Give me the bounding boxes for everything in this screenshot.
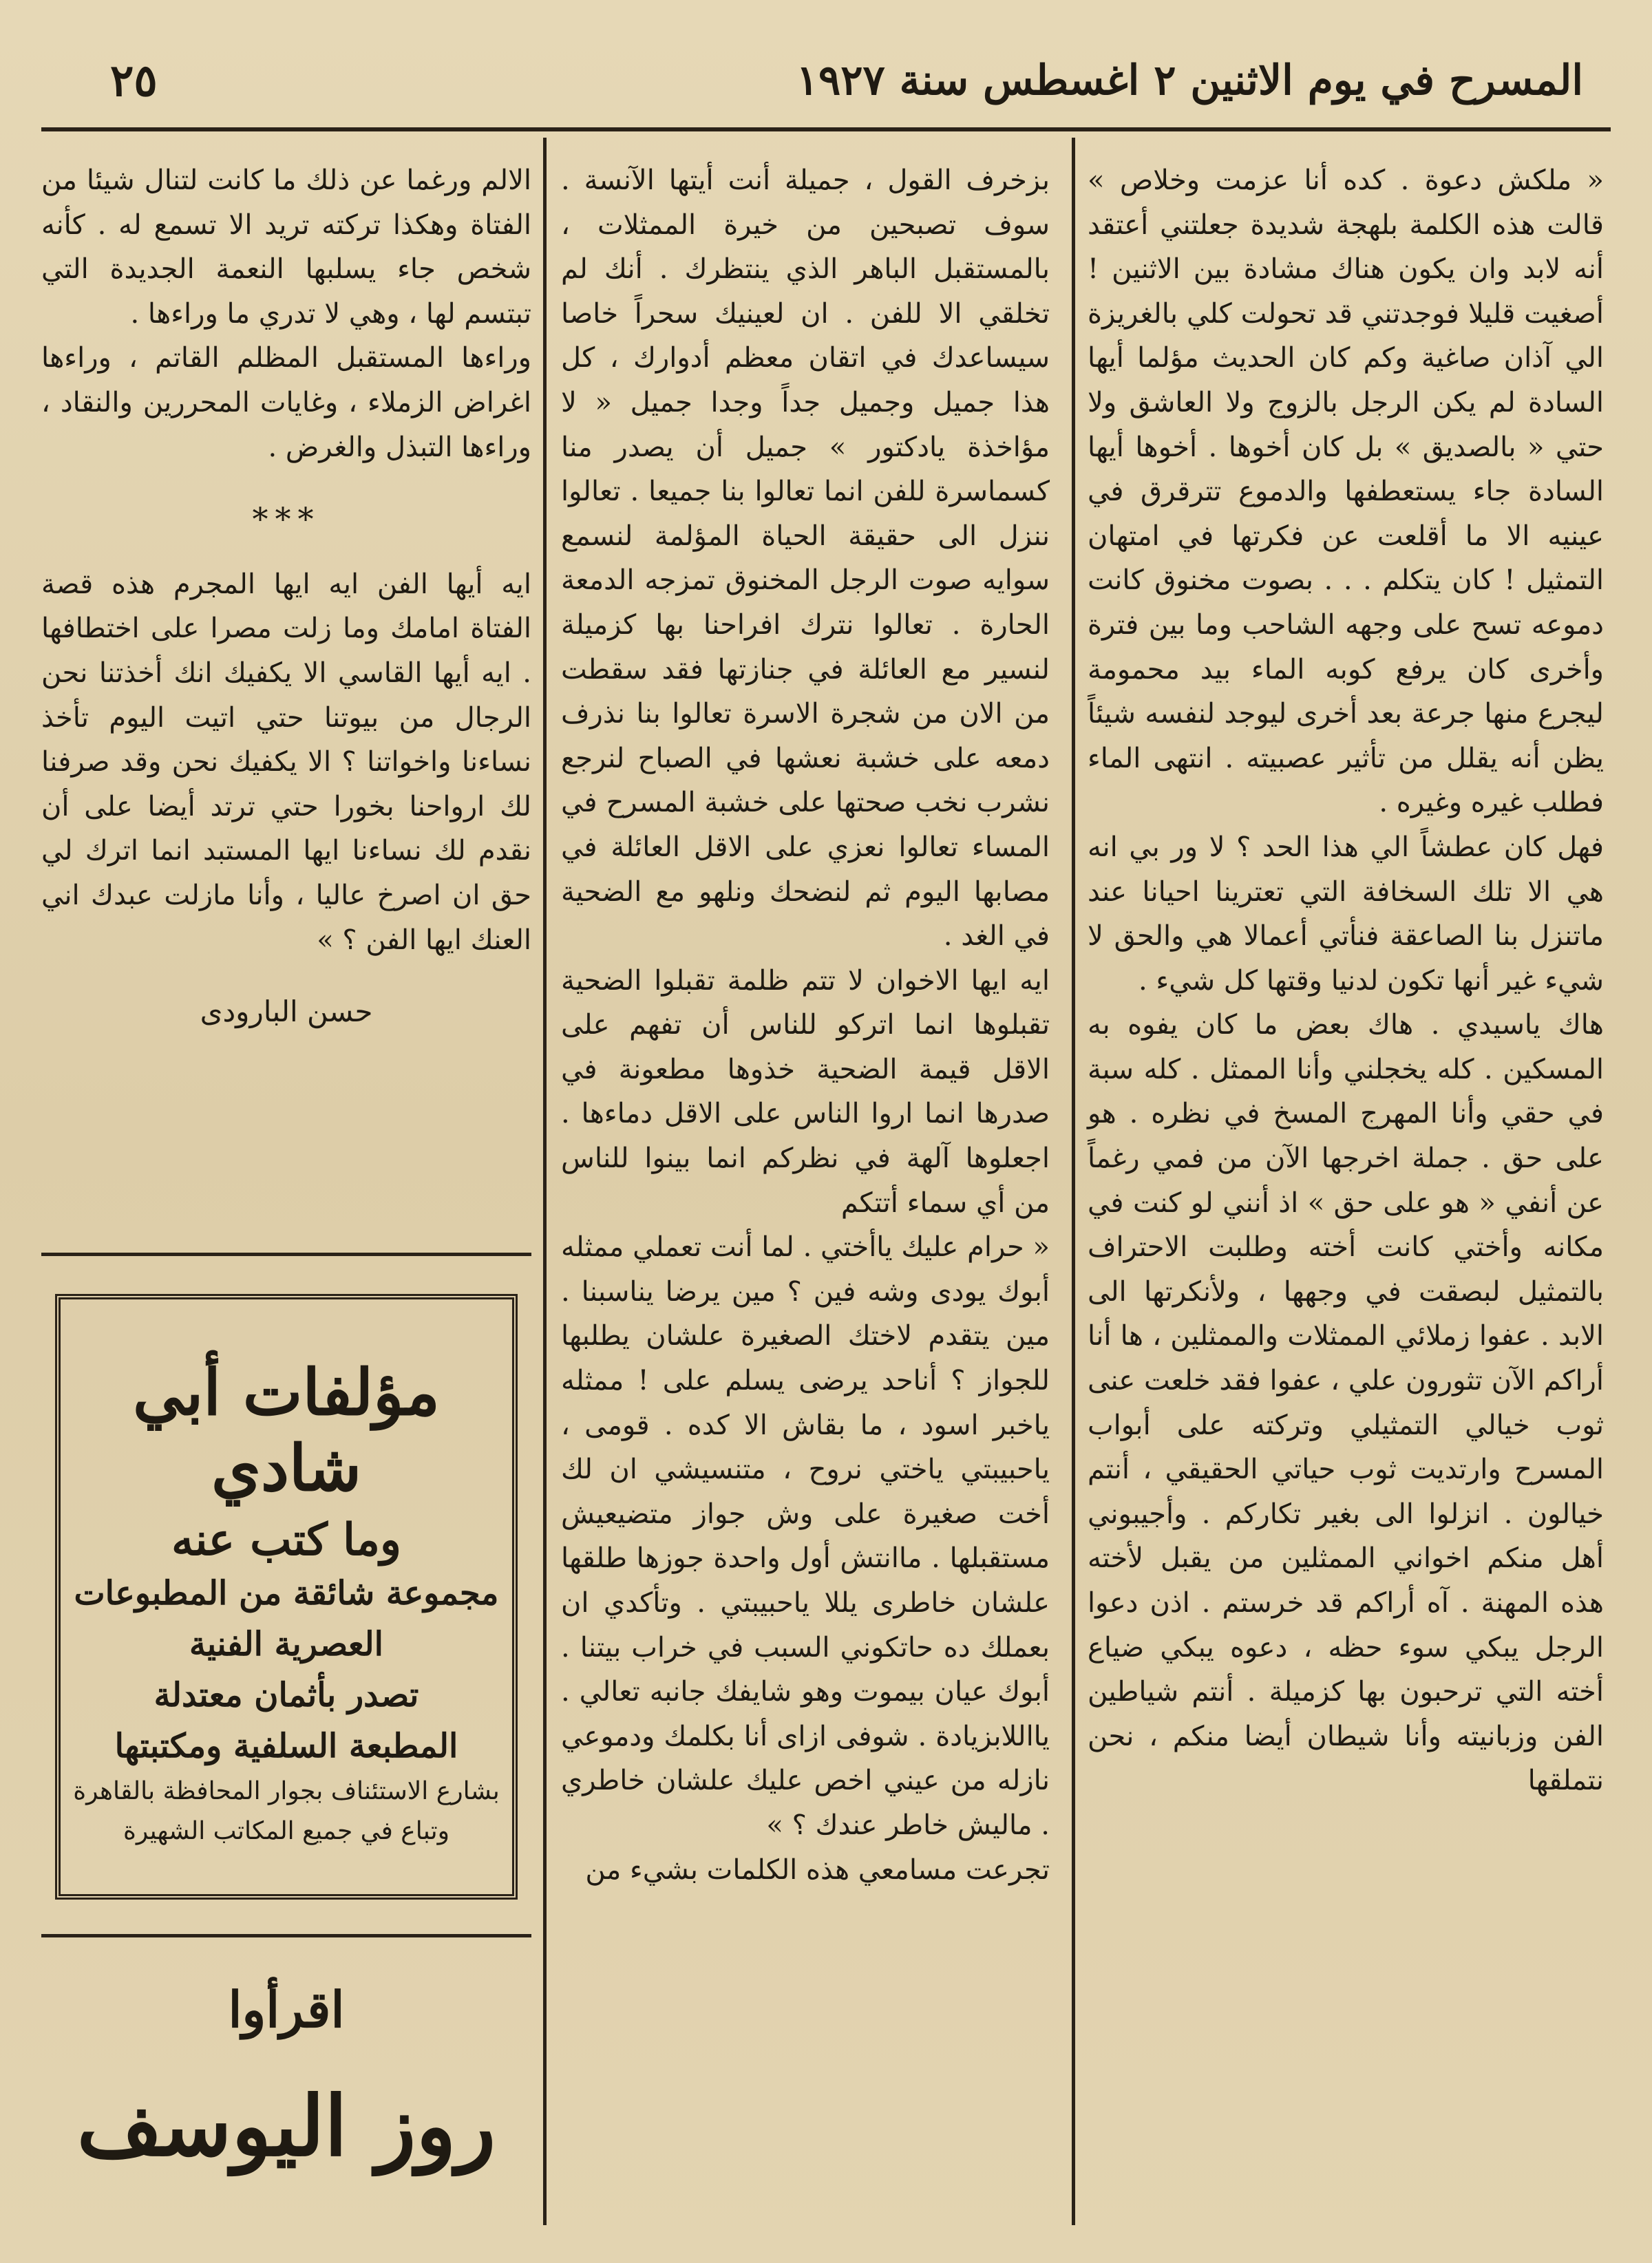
advertisement-box xyxy=(55,1294,518,1900)
column-divider-left xyxy=(543,138,547,2225)
rose-el-youssef-ad xyxy=(41,1975,531,2209)
author-signature: حسن البارودى xyxy=(200,995,373,1029)
ad-line: المطبعة السلفية ومكتبتها xyxy=(114,1727,458,1765)
ad-title: مؤلفات أبي شادي xyxy=(133,1355,440,1505)
article-column-middle xyxy=(561,158,1050,1892)
paragraph: وراءها المستقبل المظلم القاتم ، وراءها اغراض الزملاء ، وغايات المحررين والنقاد ، وراءها التبذل والغرض . xyxy=(41,342,531,463)
ad-address: بشارع الاستئناف بجوار المحافظة بالقاهرة xyxy=(73,1777,500,1805)
ad-divider-bottom xyxy=(41,1934,531,1937)
header-divider xyxy=(41,127,1611,131)
paragraph: فهل كان عطشاً الي هذا الحد ؟ لا ور بي انه هي الا تلك السخافة التي تعترينا احيانا عند ماتنزل بنا الصاعقة فنأتي أعمالا هي والحق لا شيء غير أنها تكون لدنيا وقتها كل شيء . xyxy=(1088,831,1605,997)
ad-line: مجموعة شائقة من المطبوعات العصرية الفنية xyxy=(74,1574,499,1664)
magazine-name: روز اليوسف xyxy=(76,2078,496,2175)
header-title: المسرح في يوم الاثنين ٢ اغسطس سنة ١٩٢٧ xyxy=(796,56,1583,105)
ad-subtitle: وما كتب عنه xyxy=(171,1514,401,1566)
page-header xyxy=(41,48,1611,124)
paragraph: ايه أيها الفن ايه ايها المجرم هذه قصة الفتاة امامك وما زلت مصرا على اختطافها . ايه أيها القاسي الا يكفيك انك أخذتنا نحن الرجال من بيوتنا حتي اتيت اليوم تأخذ نساءنا واخواتنا ؟ الا يكفيك نحن وقد صرفنا لك ارواحنا بخورا حتي ترتد أيضا على أن نقدم لك نساءنا ايها المستبد انما اترك لي حق ان اصرخ عاليا ، وأنا مازلت عبدك اني العنك ايها الفن ؟ » xyxy=(41,568,531,956)
ad-note: وتباع في جميع المكاتب الشهيرة xyxy=(123,1817,450,1845)
read-prompt: اقرأوا xyxy=(228,1980,345,2039)
article-column-left xyxy=(41,158,531,1034)
paragraph: الالم ورغما عن ذلك ما كانت لتنال شيئا من الفتاة وهكذا تركته تريد الا تسمع له . كأنه شخص جاء يسلبها النعمة الجديدة التي تبتسم لها ، وهي لا تدري ما وراءها . xyxy=(41,164,531,330)
paragraph: تجرعت مسامعي هذه الكلمات بشيء من xyxy=(585,1853,1050,1886)
paragraph: « حرام عليك ياأختي . لما أنت تعملي ممثله أبوك يودى وشه فين ؟ مين يرضا يناسبنا . مين يتقدم لاختك الصغيرة علشان يطلبها للجواز ؟ أناحد يرضى يسلم على ! ممثله ياخبر اسود ، ما بقاش الا كده . قومى ، ياحبيبتي ياختي نروح ، متنسيشي ان لك أخت صغيرة على وش جواز متضيعيش مستقبلها . ماانتش أول واحدة جوزها طلقها علشان خاطرى يللا ياحبيبتي . وتأكدي ان بعملك ده حاتكوني السبب في خراب بيتنا . أبوك عيان بيموت وهو شايفك جانبه تعالي . يااللابزيادة . شوفى ازاى أنا بكلمك ودموعي نازله من عيني اخص عليك علشان خاطري . ماليش خاطر عندك ؟ » xyxy=(561,1231,1050,1841)
paragraph: ايه ايها الاخوان لا تتم ظلمة تقبلوا الضحية تقبلوها انما اتركو للناس أن تفهم على الاقل قيمة الضحية خذوها مطعونة في صدرها انما اروا الناس على الاقل دماءها . اجعلوها آلهة في نظركم انما بينوا للناس من أي سماء أتتكم xyxy=(561,964,1050,1219)
ad-divider-top xyxy=(41,1253,531,1256)
section-separator: *** xyxy=(252,500,321,538)
ad-line: تصدر بأثمان معتدلة xyxy=(153,1676,419,1714)
column-divider-right xyxy=(1072,138,1075,2225)
paragraph: هاك ياسيدي . هاك بعض ما كان يفوه به المسكين . كله يخجلني وأنا الممثل . كله سبة في حقي وأنا المهرج المسخ في نظره . هو على حق . جملة اخرجها الآن من فمي رغماً عن أنفي « هو على حق » اذ أنني لو كنت في مكانه وأختي كانت أخته وطلبت الاحتراف بالتمثيل لبصقت في وجهها ، ولأنكرتها الى الابد . عفوا زملائي الممثلات والممثلين ، ها أنا أراكم الآن تثورون علي ، عفوا فقد خلعت عنى ثوب خيالي التمثيلي وتركته على أبواب المسرح وارتديت ثوب حياتي الحقيقي ، أنتم خيالون . انزلوا الى بغير تكاركم . وأجيبوني أهل منكم اخواني الممثلين من يقبل لأخته هذه المهنة . آه أراكم قد خرستم . اذن دعوا الرجل يبكي سوء حظه ، دعوه يبكي ضياع أخته التي ترحبون بها كزميلة . أنتم شياطين الفن وزبانيته وأنا شيطان أيضا منكم ، نحن نتملقها xyxy=(1088,1009,1604,1797)
page-number: ٢٥ xyxy=(110,55,158,107)
paragraph: « ملكش دعوة . كده أنا عزمت وخلاص » قالت هذه الكلمة بلهجة شديدة جعلتني أعتقد أنه لابد وان يكون هناك مشادة بين الاثنين ! أصغيت قليلا فوجدتني قد تحولت كلي بالغريزة الي آذان صاغية وكم كان الحديث مؤلما أيها السادة لم يكن الرجل بالزوج ولا العاشق ولا حتي « بالصديق » بل كان أخوها . أخوها أيها السادة جاء يستعطفها والدموع تترقرق في عينيه الا ما أقلعت عن فكرتها في امتهان التمثيل ! كان يتكلم . . . بصوت مخنوق كانت دموعه تسح على وجهه الشاحب وما بين فترة وأخرى كان يرفع كوبه الماء بيد محمومة ليجرع منها جرعة بعد أخرى ليوجد لنفسه شيئاً يظن أنه يقلل من تأثير عصبيته . انتهى الماء فطلب غيره وغيره . xyxy=(1088,164,1604,819)
paragraph: بزخرف القول ، جميلة أنت أيتها الآنسة . سوف تصبحين من خيرة الممثلات ، بالمستقبل الباهر الذي ينتظرك . أنك لم تخلقي الا للفن . ان لعينيك سحراً خاصا سيساعدك في اتقان معظم أدوارك ، كل هذا جميل وجميل جداً وجدا جميل « لا مؤاخذة يادكتور » جميل أن يصدر منا كسماسرة للفن انما تعالوا بنا جميعا . تعالوا ننزل الى حقيقة الحياة المؤلمة لنسمع سوايه صوت الرجل المخنوق تمزجه الدمعة الحارة . تعالوا نترك افراحنا بها كزميلة لنسير مع العائلة في جنازتها فقد سقطت من الان من شجرة الاسرة تعالوا بنا نذرف دمعه على خشبة نعشها في الصباح لنرجع نشرب نخب صحتها على خشبة المسرح في المساء تعالوا نعزي على الاقل العائلة في مصابها اليوم ثم لنضحك ونلهو مع الضحية في الغد . xyxy=(561,164,1050,953)
article-column-right xyxy=(1088,158,1604,1803)
